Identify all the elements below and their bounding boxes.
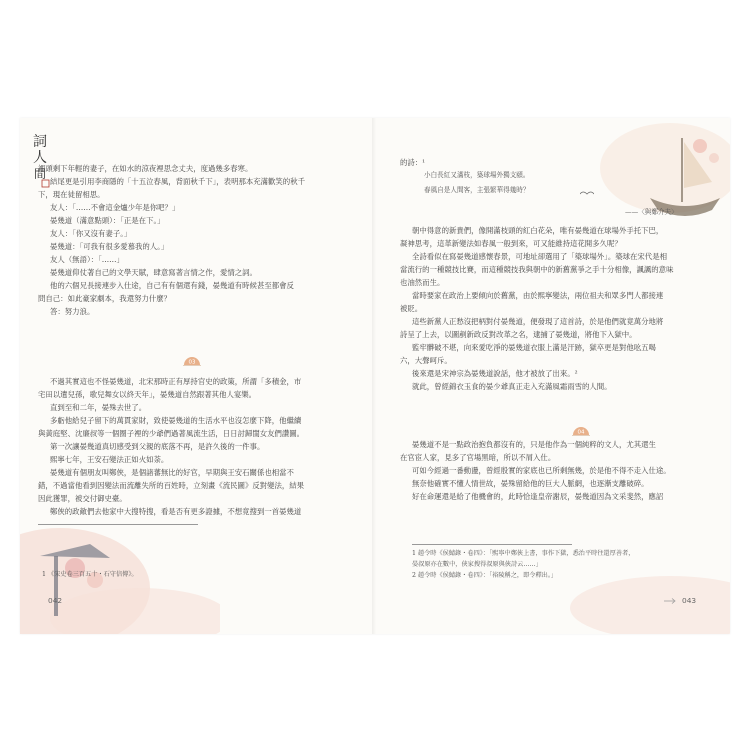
left-footnote: 1 《宋史卷三百五十・石守信傳》。 <box>42 571 138 578</box>
page-arrow-icon <box>664 598 678 604</box>
book-logo <box>28 128 52 188</box>
right-line-16: 可如今經過一番動盪，曾經殷實的家底也已所剩無幾，於是他不得不走入仕途。 <box>412 466 671 475</box>
svg-text:間: 間 <box>33 167 47 181</box>
left-line-14: 宅田以遺兒孫，歌兒舞女以終天年」，晏幾道自然跟著其他人宴樂。 <box>38 390 257 399</box>
poem-source: ——〈與鄭介夫〉 <box>625 208 678 216</box>
right-line-11: 六，大聲呵斥。 <box>400 356 452 365</box>
right-line-1: 朝中得意的新貴們，像開滿枝頭的紅白花朵，唯有晏幾道在球場外手托下巴， <box>412 226 664 235</box>
section-marker-04-number: 04 <box>577 429 585 436</box>
left-line-20: 晏幾道有個朋友叫鄭俠，是個諸蕃無比的好官，早期與王安石關係也相當不 <box>50 468 294 477</box>
right-line-7: 被貶。 <box>400 304 423 313</box>
right-line-10: 監牢髒破不堪，向來愛吃淨的晏幾道衣服上滿是汗跡，獄卒更是對他吆五喝 <box>412 343 656 352</box>
pink-mist-bottom-right <box>540 558 730 634</box>
svg-text:人: 人 <box>33 150 47 166</box>
right-line-3: 全詩看似在寫晏幾道感懷春景，可地址卻選用了「築球場外」。築球在宋代是相 <box>412 252 667 261</box>
section-marker-03 <box>183 354 201 366</box>
right-line-14: 晏幾道不是一點政治抱負都沒有的，只是他作為一個純粹的文人，尤其還生 <box>412 440 656 449</box>
right-line-15: 在官宦人家，見多了官場黑暗，所以不屑入仕。 <box>400 453 556 462</box>
left-line-23: 鄭俠的政敵們去他家中大搜特搜，看是否有更多證據，不想竟搜到一首晏幾道 <box>50 507 302 516</box>
left-line-6: 友人：「你又沒有妻子。」 <box>50 229 132 238</box>
right-line-9: 詩呈了上去，以圖剷新政反對改革之名，逮捕了晏幾道，將他下入獄中。 <box>400 330 637 339</box>
poem-line-2: 春風自是人間客，主張繁華得幾時？ <box>424 186 530 194</box>
right-page-number: 043 <box>682 596 697 605</box>
left-line-18: 第一次讓晏幾道真切感受到父親的底落不再，是許久後的一件事。 <box>50 442 265 451</box>
right-top-line: 的詩：¹ <box>400 158 426 167</box>
right-footnote-1b: 晏叔原亦在數中，俠家搜得叔原與俠詩云……」 <box>412 561 542 568</box>
left-line-22: 因此獲罪，被交付御史臺。 <box>38 494 127 503</box>
left-line-19: 熙寧七年，王安石變法正如火如荼。 <box>50 455 169 464</box>
section-marker-03-number: 03 <box>188 359 196 366</box>
left-line-15: 直到至和二年，晏殊去世了。 <box>50 403 147 412</box>
right-line-17: 無奈他確實不懂人情世故，晏殊留給他的巨大人脈網，也逐漸支離破碎。 <box>412 479 649 488</box>
left-line-9: 晏幾道仰仗著自己的文學天賦，肆意寫著言情之作，愛情之詞。 <box>50 268 257 277</box>
right-line-12: 後來還是宋神宗為晏幾道說話，他才被放了出來。² <box>412 369 578 378</box>
left-line-17: 與黃庭堅、沈廉叔等一個圈子裡的少爺們過著風流生活，日日討歸閨女友們讚圖。 <box>38 429 305 438</box>
gutter-shadow <box>372 118 378 634</box>
left-line-12: 答：努力浪。 <box>50 307 95 316</box>
left-line-5: 晏幾道（滿意點頭）：「正是在下。」 <box>50 216 165 225</box>
left-line-1: 裡頭剩下年輕的妻子，在如水的涼夜裡思念丈夫，度過幾多春寒。 <box>38 164 253 173</box>
poem-line-1: 小白長紅又滿枝，築球場外獨支頤。 <box>424 171 530 179</box>
left-line-2: 結尾更是引用李商隱的「十五泣春風，背面秋千下」，表明那本充滿歡笑的秋千 <box>50 177 305 186</box>
left-line-21: 錯，不過當他看到因變法而流離失所的百姓時，立刻畫《流民圖》反對變法，結果 <box>38 481 305 490</box>
right-line-5: 也油然而生。 <box>400 278 445 287</box>
right-line-13: 就此，曾經錦衣玉食的晏少爺真正走入充滿風霜雨雪的人間。 <box>412 382 612 391</box>
section-marker-04 <box>572 424 590 436</box>
right-line-6: 當時要家在政治上要傾向於舊黨，由於熙寧變法，兩位祖夫和眾多門人都接連 <box>412 291 664 300</box>
left-line-16: 多虧他給兒子留下的萬貫家財，致使晏幾道的生活水平也沒怎麼下降，他繼續 <box>50 416 302 425</box>
left-line-3: 下，現在徒留相思。 <box>38 190 105 199</box>
left-line-7: 晏幾道：「可我有很多愛慕我的人。」 <box>50 242 169 251</box>
book-spread <box>20 118 730 634</box>
right-footnote-1a: 1 趙令時《侯鯖錄・卷四》：「熙寧中鄭俠上書，事作下獄，悉治平時往還厚善者， <box>412 550 635 557</box>
bird-icon <box>580 190 594 198</box>
left-line-8: 友人（無語）：「……」 <box>50 255 124 264</box>
left-line-4: 友人：「……不會這金爐少年是你吧？」 <box>50 203 180 212</box>
right-line-2: 凝神思考，這革新變法如春風一般到來，可又能維持這花開多久呢？ <box>400 239 622 248</box>
left-footnote-divider <box>38 524 198 525</box>
right-line-18: 好在命運還是給了他機會的，此時恰逢皇帝謝辰，晏幾道因為文采斐然，應詔 <box>412 492 664 501</box>
pink-mist-bottom-left <box>20 498 220 634</box>
right-footnote-2: 2 趙令時《侯鯖錄・卷四》：「裕陵稱之，即令釋出。」 <box>412 572 558 579</box>
right-line-4: 當流行的一種競技比賽，而這種競技我與朝中的新舊黨爭之手十分相像，諷諷的意味 <box>400 265 674 274</box>
left-page-number: 042 <box>48 596 63 605</box>
right-footnote-divider <box>412 544 572 545</box>
left-line-11: 問自己：如此豪家劇本，我還努力什麼？ <box>38 294 172 303</box>
left-line-10: 他的六個兄長接連步入仕途，自己有有個還有錢，晏幾道有時候甚至都會反 <box>50 281 294 290</box>
svg-text:詞: 詞 <box>33 134 47 150</box>
left-line-13: 不過其實這也不怪晏幾道，北宋那時正有厚持官史的政策，所謂「多積金，市 <box>50 377 302 386</box>
right-line-8: 這些新黨人正愁沒把柄對付晏幾道，便發現了這首詩，於是他們就竟萬分地將 <box>412 317 664 326</box>
